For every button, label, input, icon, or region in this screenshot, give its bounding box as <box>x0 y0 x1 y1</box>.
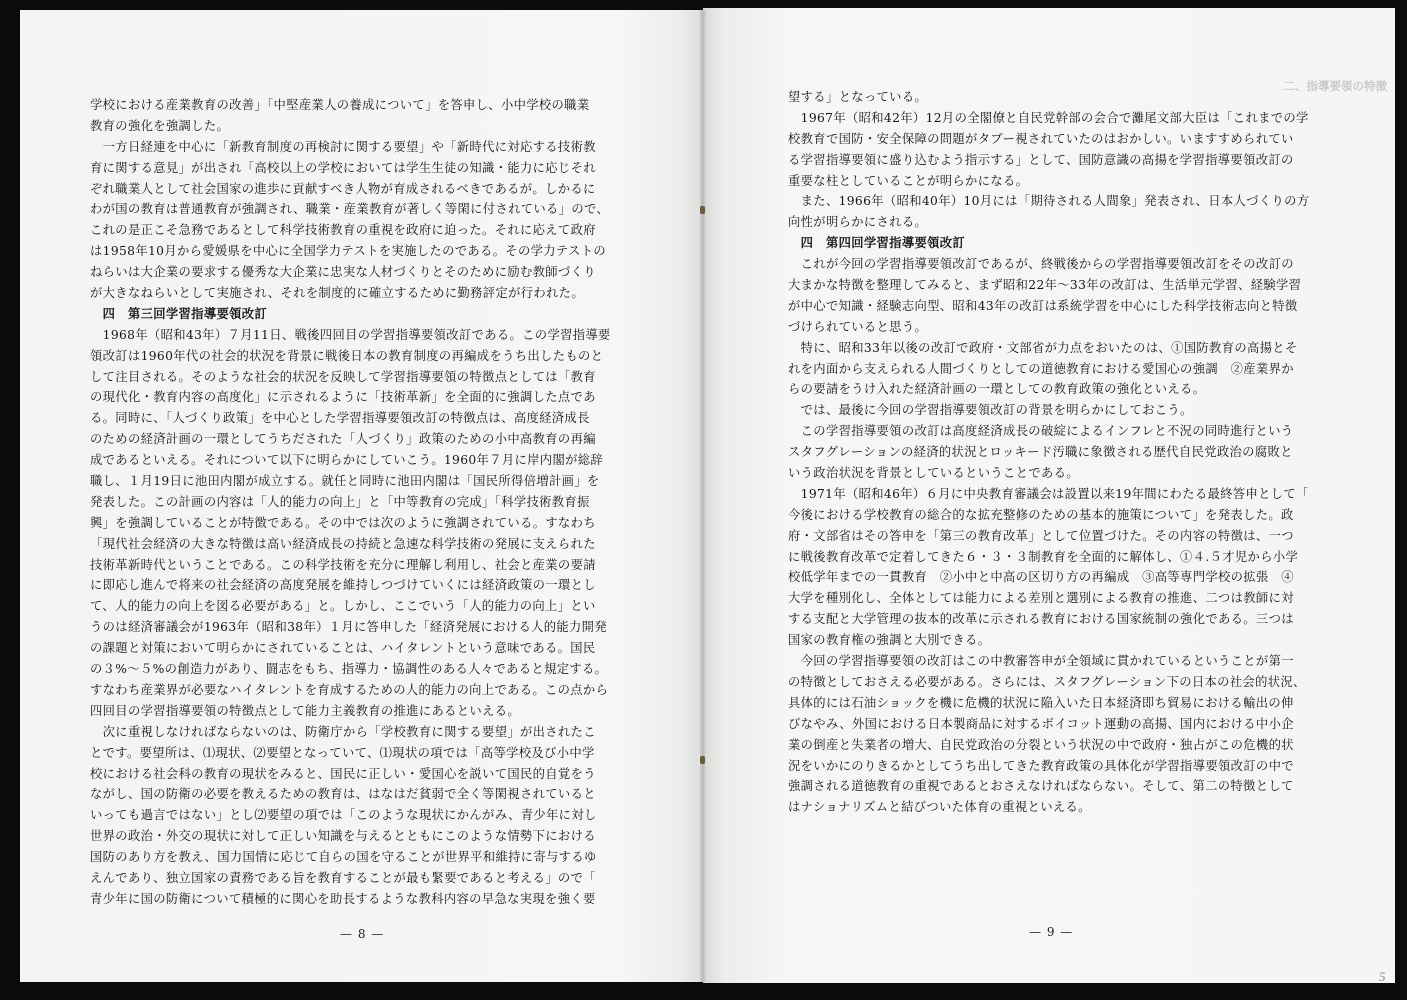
text-line: すなわち産業界が必要なハイタレントを育成するための人的能力の向上である。この点から <box>90 682 609 697</box>
text-line: 校教育で国防・安全保障の問題がタブー視されていたのはおかしい。いますすめられてい <box>788 131 1294 146</box>
text-line: では、最後に今回の学習指導要領改訂の背景を明らかにしておこう。 <box>788 403 1193 418</box>
text-line: えんであり、独立国家の責務である旨を教育することが最も緊要であると考える」ので「 <box>90 870 596 885</box>
text-line: 具体的には石油ショックを機に危機的状況に陥入いた日本経済即ち貿易における輸出の伸 <box>788 695 1294 710</box>
text-line: が中心で知識・経験志向型、昭和43年の改訂は系統学習を中心にした科学技術志向と特徴 <box>788 298 1298 313</box>
text-line: これが今回の学習指導要領改訂であるが、終戦後からの学習指導要領改訂をその改訂の <box>788 257 1294 272</box>
text-line: いっても過言ではない」とし⑵要望の項では「このような現状にかんがみ、青少年に対し <box>90 808 597 823</box>
staple-bottom <box>700 756 705 764</box>
text-line: は1958年10月から愛媛県を中心に全国学力テストを実施したのである。その学力テストの <box>90 244 606 259</box>
text-line: わが国の教育は普通教育が強調され、職業・産業教育が著しく等閑に付されている」ので、 <box>90 202 610 217</box>
text-line: して注目される。そのような社会的状況を反映して学習指導要領の特徴点としては「教育 <box>90 369 596 384</box>
text-line: 重要な柱としていることが明らかになる。 <box>788 173 1029 188</box>
text-line: て、人的能力の向上を図る必要がある」と。しかし、ここでいう「人的能力の向上」とい <box>90 599 596 614</box>
text-line: のための経済計画の一環としてうちだされた「人づくり」政策のための小中高教育の再編 <box>90 432 596 447</box>
text-line: 校低学年までの一貫教育 ②小中と中高の区切り方の再編成 ③高等専門学校の拡張 ④ <box>788 570 1294 585</box>
text-line: これの是正こそ急務であるとして科学技術教育の重視を政府に迫った。それに応えて政府 <box>90 223 596 238</box>
section-heading: 四 第三回学習指導要領改訂 <box>90 305 268 321</box>
text-line: 国家の教育権の強調と大別できる。 <box>788 633 991 648</box>
text-line: 府・文部省はその答申を「第三の教育改革」として位置づけた。その内容の特徴は、一つ <box>788 528 1294 543</box>
text-line: づけられていると思う。 <box>788 319 928 334</box>
text-line: る。同時に、「人づくり政策」を中心とした学習指導要領改訂の特徴点は、高度経済成長 <box>90 411 590 426</box>
text-line: が大きなねらいとして実施され、それを制度的に確立するために勤務評定が行われた。 <box>90 286 584 301</box>
text-line: 校における社会科の教育の現状をみると、国民に正しい・愛国心を説いて国民的自覚をう <box>90 766 596 781</box>
text-line: はナショナリズムと結びついた体育の重視といえる。 <box>788 800 1091 815</box>
text-line: 1967年（昭和42年）12月の全閣僚と自民党幹部の会合で灘尾文部大臣は「これまでの学 <box>788 110 1309 125</box>
text-line: また、1966年（昭和40年）10月には「期待される人間象」発表され、日本人づくりの方 <box>788 194 1310 209</box>
text-line: 今後における学校教育の総合的な拡充整修のための基本的施策について」を発表した。政 <box>788 507 1294 522</box>
text-line: 学校における産業教育の改善」「中堅産業人の養成について」を答申し、小中学校の職業 <box>90 98 590 112</box>
text-line: の課題と対策において明らかにされていることは、ハイタレントという意味である。国民 <box>90 641 596 656</box>
text-line: 成であるといえる。それについて以下に明らかにしていこう。1960年７月に岸内閣が総辞 <box>90 453 604 468</box>
text-line: ながし、国の防衛の必要を教えるための教育は、はなはだ貧弱で全く等閑視されていると <box>90 787 596 802</box>
text-line: 一方日経連を中心に「新教育制度の再検討に関する要望」や「新時代に対応する技術教 <box>90 139 596 154</box>
show-through-heading: 二、指導要領の特徴 <box>1283 79 1387 93</box>
text-line: 今回の学習指導要領の改訂はこの中教審答申が全領域に貫かれているということが第一 <box>788 654 1294 669</box>
text-line: に即応し進んで将来の社会経済の高度発展を維持しつづけていくには経済政策の一環とし <box>90 578 596 593</box>
text-line: 発表した。この計画の内容は「人的能力の向上」と「中等教育の完成」「科学技術教育振 <box>90 494 590 509</box>
text-line: する支配と大学管理の抜本的改革に示される教育における国家統制の強化である。三つは <box>788 612 1294 627</box>
left-page-number: — 8 — <box>340 927 385 941</box>
text-line: の特徴としておさえる必要がある。さらには、スタフグレーション下の日本の社会的状況、 <box>788 674 1306 689</box>
text-line: 強調される道徳教育の重視であるとおさえなければならない。そして、第二の特徴として <box>788 779 1294 794</box>
text-line: 向性が明らかにされる。 <box>788 215 928 230</box>
section-heading: 四 第四回学習指導要領改訂 <box>788 235 966 251</box>
text-line: いう政治状況を背景としているということである。 <box>788 466 1079 481</box>
text-line: 望する」となっている。 <box>788 90 928 104</box>
staple-top <box>700 206 705 214</box>
text-line: 領改訂は1960年代の社会的状況を背景に戦後日本の教育制度の再編成をうち出したものと <box>90 348 604 363</box>
text-line: 教育の強化を強調した。 <box>90 118 230 133</box>
text-line: 職し、１月19日に池田内閣が成立する。就任と同時に池田内閣は「国民所得倍増計画」を <box>90 474 600 489</box>
text-line: 技術革新時代ということである。この科学技術を充分に理解し利用し、社会と産業の要請 <box>90 557 596 572</box>
text-line: 興」を強調していることが特徴である。その中では次のように強調されている。すなわち <box>90 515 596 530</box>
text-line: ぞれ職業人として社会国家の進歩に貢献すべき人物が育成されるべきであるが。しかるに <box>90 181 596 196</box>
left-page <box>20 10 703 982</box>
text-line: うのは経済審議会が1963年（昭和38年）１月に答申した「経済発展における人的能力開発 <box>90 620 607 635</box>
text-line: この学習指導要領の改訂は高度経済成長の破綻によるインフレと不況の同時進行という <box>788 424 1294 439</box>
text-line: 業の倒産と失業者の増大、自民党政治の分裂という状況の中で政府・独占がこの危機的状 <box>788 737 1294 752</box>
text-line: らの要請をうけ入れた経済計画の一環としての教育政策の強化といえる。 <box>788 382 1206 397</box>
corner-mark: 5 <box>1379 969 1386 984</box>
text-line: びなやみ、外国における日本製商品に対するボイコット運動の高揚、国内における中小企 <box>788 716 1294 731</box>
text-line: 四回目の学習指導要領の特徴点として能力主義教育の推進にあるといえる。 <box>90 703 520 718</box>
text-line: とです。要望所は、⑴現状、⑵要望となっていて、⑴現状の項では「高等学校及び小中学 <box>90 745 595 760</box>
left-page-body <box>90 95 655 910</box>
text-line: 世界の政治・外交の現状に対して正しい知識を与えるとともにこのような情勢下における <box>90 829 596 844</box>
text-line: 次に重視しなければならないのは、防衛庁から「学校教育に関する要望」が出されたこ <box>90 724 596 739</box>
text-line: 国防のあり方を教え、国力国情に応じて自らの国を守ることが世界平和維持に寄与するゆ <box>90 850 597 865</box>
right-page-body <box>788 87 1333 818</box>
text-line: の現代化・教育内容の高度化」に示されるように「技術革新」を全面的に強調した点であ <box>90 390 596 405</box>
text-line: に戦後教育改革で定着してきた６・３・３制教育を全面的に解体し、①４.５才児から小学 <box>788 549 1299 564</box>
text-line: 大まかな特徴を整理してみると、まず昭和22年～33年の改訂は、生活単元学習、経験学習 <box>788 278 1302 293</box>
text-line: 特に、昭和33年以後の改訂で政府・文部省が力点をおいたのは、①国防教育の高揚とそ <box>788 340 1298 355</box>
text-line: ねらいは大企業の要求する優秀な大企業に忠実な人材づくりとそのために励む教師づくり <box>90 265 596 280</box>
text-line: スタフグレーションの経済的状況とロッキード汚職に象徴される歴代自民党政治の腐敗と <box>788 445 1293 460</box>
right-page <box>703 8 1395 983</box>
text-line: 況をいかにのりきるかとしてうち出してきた教育政策の具体化が学習指導要領改訂の中で <box>788 758 1294 773</box>
text-line: る学習指導要領に盛り込むよう指示する」として、国防意識の高揚を学習指導要領改訂の <box>788 152 1294 167</box>
text-line: 青少年に国の防衛について積極的に関心を助長するような教科内容の早急な実現を強く要 <box>90 891 596 906</box>
text-line: 1968年（昭和43年）７月11日、戦後四回目の学習指導要領改訂である。この学習指導要 <box>90 327 611 342</box>
text-line: 大学を種別化し、全体としては能力による差別と選別による教育の推進、二つは教師に対 <box>788 591 1294 606</box>
text-line: 1971年（昭和46年）６月に中央教育審議会は設置以来19年間にわたる最終答申として「 <box>788 486 1309 501</box>
text-line: の３%～５%の創造力があり、闘志をもち、指導力・協調性のある人々であると規定する。 <box>90 662 608 677</box>
right-page-number: — 9 — <box>1029 925 1074 939</box>
text-line: れを内面から支えられる人間づくりとしての道徳教育における愛国心の強調 ②産業界か <box>788 361 1294 376</box>
book-gutter <box>700 10 706 982</box>
text-line: 育に関する意見」が出され「高校以上の学校においては学生生徒の知識・能力に応じそれ <box>90 160 596 175</box>
text-line: 「現代社会経済の大きな特徴は高い経済成長の持続と急速な科学技術の発展に支えられた <box>90 536 596 551</box>
